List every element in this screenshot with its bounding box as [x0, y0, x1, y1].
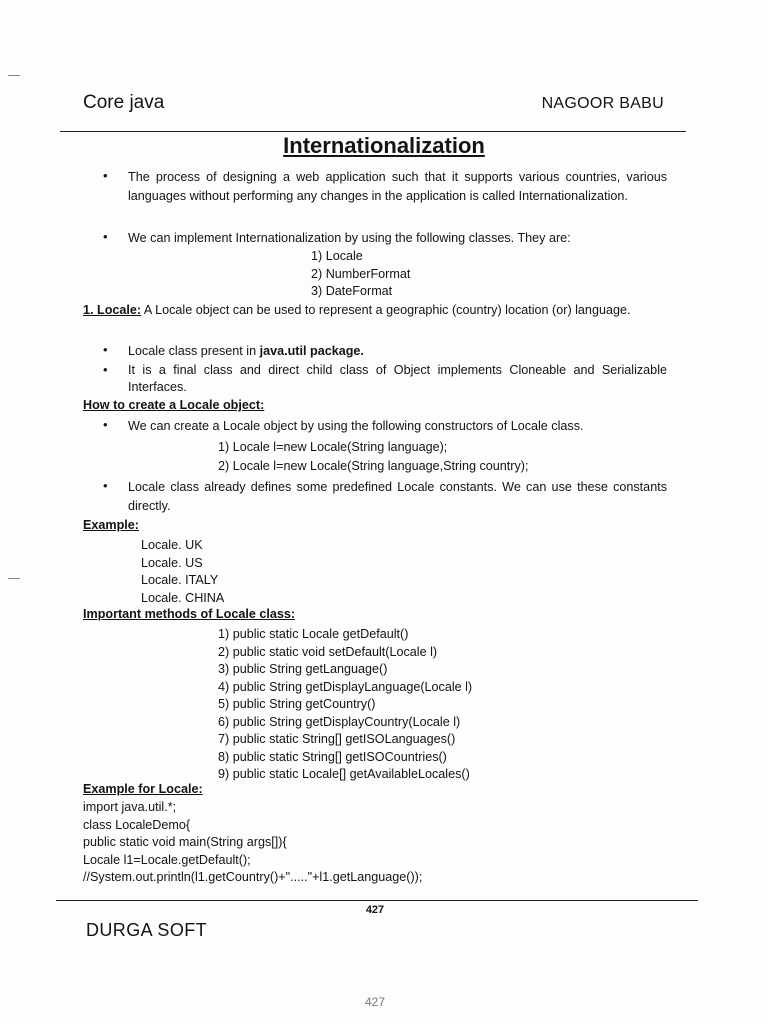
list-item: 2) Locale l=new Locale(String language,String country); [218, 458, 529, 473]
header-rule [60, 131, 686, 132]
example-constants [141, 537, 224, 607]
list-item: Locale. ITALY [141, 573, 219, 587]
code-line: //System.out.println(l1.getCountry()+"....."+l1.getLanguage()); [83, 870, 423, 884]
footer-rule [56, 900, 698, 901]
footer-left: DURGA SOFT [86, 920, 208, 940]
code-line: public static void main(String args[]){ [83, 835, 287, 849]
methods-list [218, 626, 472, 784]
list-item: 3) public String getLanguage() [218, 662, 388, 676]
list-item: 7) public static String[] getISOLanguages() [218, 732, 456, 746]
header-right: NAGOOR BABU [541, 95, 664, 112]
margin-mark [8, 578, 20, 579]
constructor-list [218, 438, 528, 475]
bullet-icon: • [103, 342, 108, 357]
locale-bullet-1 [128, 342, 667, 361]
list-item: 1) Locale [311, 249, 363, 263]
code-block [83, 799, 422, 887]
intro-bullet-1: The process of designing a web application such that it supports various countries, various languages without performing any changes in the application is called Internationalization. [128, 170, 667, 203]
list-item: 2) public static void setDefault(Locale l) [218, 644, 438, 659]
bullet-icon: • [103, 229, 108, 244]
list-item: 1) public static Locale getDefault() [218, 627, 409, 641]
page-number: 427 [365, 904, 385, 916]
list-item: 6) public String getDisplayCountry(Locale l) [218, 714, 461, 729]
example-locale-heading: Example for Locale: [83, 782, 203, 796]
create-heading: How to create a Locale object: [83, 398, 265, 412]
list-item: Locale. CHINA [141, 590, 225, 605]
code-line: Locale l1=Locale.getDefault(); [83, 852, 251, 867]
locale-definition-text: A Locale object can be used to represent a geographic (country) location (or) language. [141, 303, 631, 317]
header-left: Core java [83, 92, 165, 113]
package-name: java.util package. [259, 344, 364, 358]
list-item: 3) DateFormat [311, 284, 393, 298]
constants-bullet: Locale class already defines some predefined Locale constants. We can use these constants directly. [128, 480, 667, 513]
bullet-icon: • [103, 362, 108, 377]
locale-label: 1. Locale: [83, 303, 142, 317]
intro-bullet-2: We can implement Internationalization by using the following classes. They are: [128, 231, 571, 245]
code-line: class LocaleDemo{ [83, 817, 191, 832]
create-bullet: We can create a Locale object by using the following constructors of Locale class. [128, 419, 584, 433]
list-item: 8) public static String[] getISOCountries() [218, 749, 447, 764]
locale-bullet-1-text: Locale class present in [128, 344, 260, 358]
list-item: 2) NumberFormat [311, 266, 411, 281]
list-item: Locale. US [141, 555, 203, 570]
page-stamp: 427 [364, 995, 386, 1009]
methods-heading: Important methods of Locale class: [83, 607, 296, 621]
locale-definition [83, 301, 667, 319]
list-item: Locale. UK [141, 538, 203, 552]
example-heading: Example: [83, 518, 139, 532]
page-title: Internationalization [283, 133, 485, 158]
list-item: 5) public String getCountry() [218, 697, 376, 711]
list-item: 1) Locale l=new Locale(String language); [218, 440, 448, 454]
locale-bullet-2: It is a final class and direct child class of Object implements Cloneable and Serializable Interfaces. [128, 363, 667, 394]
bullet-icon: • [103, 417, 108, 432]
intro-class-list [311, 248, 410, 301]
bullet-icon: • [103, 168, 108, 183]
list-item: 9) public static Locale[] getAvailableLocales() [218, 767, 470, 781]
code-line: import java.util.*; [83, 800, 177, 814]
bullet-icon: • [103, 478, 108, 493]
list-item: 4) public String getDisplayLanguage(Locale l) [218, 679, 473, 694]
margin-mark [8, 75, 20, 76]
